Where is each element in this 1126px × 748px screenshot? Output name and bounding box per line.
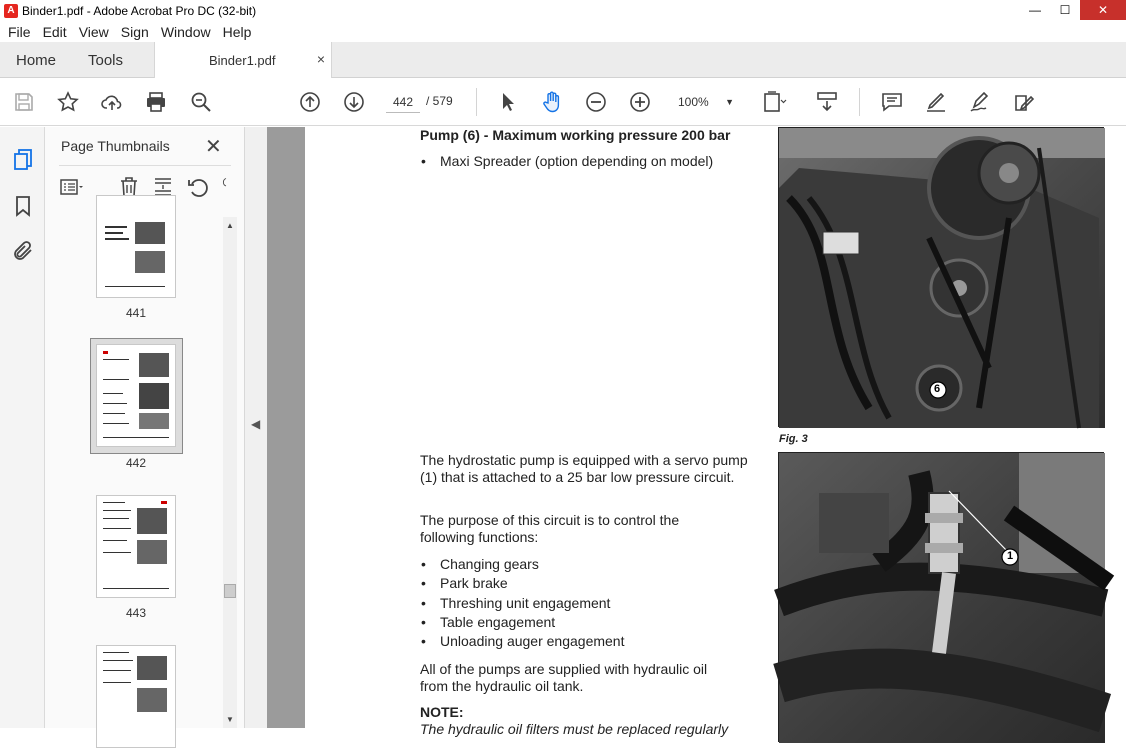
thumb-logo (161, 501, 167, 504)
select-cursor-icon[interactable] (496, 90, 520, 114)
menu-view[interactable]: View (78, 24, 109, 40)
maximize-button[interactable]: ☐ (1059, 3, 1071, 17)
thumb-text-line (103, 660, 133, 661)
zoom-out-icon[interactable] (584, 90, 608, 114)
thumb-text-line (103, 518, 129, 519)
page-fit-icon[interactable] (762, 90, 786, 114)
options-menu-icon[interactable] (59, 175, 83, 199)
thumb-photo (135, 222, 165, 244)
thumb-text-line (105, 232, 123, 234)
close-tab-icon[interactable]: × (316, 51, 325, 67)
section-heading: Pump (6) - Maximum working pressure 200 bar (420, 127, 731, 143)
acrobat-app-icon: A (4, 4, 18, 18)
thumb-text-line (103, 423, 129, 424)
figure-photo-servo-pump (778, 452, 1104, 742)
thumb-photo (135, 251, 165, 273)
previous-page-icon[interactable] (298, 90, 322, 114)
thumb-text-line (103, 540, 127, 541)
thumb-text-line (103, 403, 127, 404)
save-icon[interactable] (12, 90, 36, 114)
zoom-level: 100% (678, 95, 709, 109)
bullet-text: Maxi Spreader (option depending on model) (440, 153, 714, 169)
title-bar (0, 0, 1126, 22)
tab-document[interactable] (154, 42, 332, 78)
attachment-paperclip-icon[interactable] (11, 239, 35, 263)
scrollbar-thumb[interactable] (224, 584, 236, 598)
thumbnail-label: 443 (125, 606, 147, 620)
thumbnail-page-444[interactable] (96, 645, 176, 748)
menu-file[interactable]: File (8, 24, 31, 40)
bookmark-star-icon[interactable] (56, 90, 80, 114)
function-item: Park brake (440, 575, 508, 591)
collapse-arrow-icon[interactable]: ◀ (251, 417, 261, 431)
thumb-footer-line (105, 286, 165, 287)
thumb-text-line (105, 226, 127, 228)
figure-caption: Fig. 3 (779, 433, 808, 445)
rotate-cw-icon[interactable] (220, 175, 232, 199)
rotate-ccw-icon[interactable] (186, 175, 210, 199)
toolbar-divider (859, 88, 860, 116)
thumb-footer-line (103, 588, 169, 589)
thumbnails-panel (45, 127, 245, 728)
paragraph-servo-pump: The hydrostatic pump is equipped with a servo pump (1) that is attached to a 25 bar low pressure circuit. (420, 452, 748, 485)
tab-tools[interactable]: Tools (88, 52, 124, 69)
page-total: / 579 (426, 94, 453, 108)
close-panel-icon[interactable]: ✕ (205, 136, 222, 158)
panel-title: Page Thumbnails (61, 138, 170, 154)
bullet-marker: • (421, 614, 426, 630)
pdf-page (305, 127, 1126, 737)
thumb-photo (139, 353, 169, 377)
note-heading: NOTE: (420, 704, 464, 720)
panel-divider (59, 165, 231, 166)
thumb-logo (103, 351, 108, 354)
bullet-marker: • (421, 595, 426, 611)
page-thumbnails-icon[interactable] (11, 147, 35, 171)
comment-icon[interactable] (880, 90, 904, 114)
window-title: Binder1.pdf - Adobe Acrobat Pro DC (32-bit) (22, 4, 257, 18)
bullet-marker: • (421, 575, 426, 591)
thumbnail-list (45, 217, 245, 728)
thumbnail-scrollbar[interactable] (223, 217, 237, 728)
chevron-down-icon: ▼ (725, 97, 734, 107)
thumbnail-page-441[interactable] (96, 195, 176, 298)
upload-cloud-icon[interactable] (100, 90, 124, 114)
menu-bar (0, 22, 1126, 42)
edit-pdf-icon[interactable] (1012, 90, 1036, 114)
figure-photo-pump-6 (778, 127, 1104, 427)
callout-label: 6 (934, 383, 941, 395)
thumb-text-line (103, 552, 131, 553)
thumb-text-line (103, 502, 125, 503)
paragraph-purpose: The purpose of this circuit is to control the following functions: (420, 512, 680, 545)
menu-window[interactable]: Window (160, 24, 211, 40)
thumb-text-line (103, 528, 131, 529)
function-item: Changing gears (440, 556, 539, 572)
callout-label: 1 (1007, 550, 1014, 562)
thumb-photo (139, 413, 169, 429)
thumb-text-line (103, 359, 129, 360)
bookmark-icon[interactable] (11, 194, 35, 218)
thumbnail-label: 441 (125, 306, 147, 320)
thumbnail-page-443[interactable] (96, 495, 176, 598)
highlight-pen-icon[interactable] (924, 90, 948, 114)
document-viewport[interactable] (267, 127, 1126, 737)
function-item: Table engagement (440, 614, 556, 630)
thumb-text-line (103, 652, 129, 653)
thumb-photo (139, 383, 169, 409)
tab-home[interactable]: Home (16, 52, 57, 69)
thumb-photo (137, 688, 167, 712)
panel-collapse-handle[interactable] (245, 127, 267, 728)
bullet-marker: • (421, 556, 426, 572)
thumbnail-label: 442 (125, 456, 147, 470)
thumb-text-line (103, 670, 131, 671)
thumb-photo (137, 540, 167, 564)
zoom-in-icon[interactable] (628, 90, 652, 114)
page-number-input[interactable]: 442 (386, 91, 420, 113)
paragraph-oil-supply: All of the pumps are supplied with hydraulic oil from the hydraulic oil tank. (420, 661, 708, 694)
fill-sign-icon[interactable] (968, 90, 992, 114)
zoom-level-select[interactable] (668, 91, 740, 113)
thumb-text-line (103, 413, 125, 414)
hand-tool-icon[interactable] (540, 90, 564, 114)
toolbar (0, 78, 1126, 126)
thumb-photo (137, 656, 167, 680)
document-tab-label: Binder1.pdf (209, 53, 276, 68)
note-text: The hydraulic oil filters must be replaced regularly (420, 721, 729, 737)
scroll-down-icon[interactable]: ▼ (226, 715, 234, 724)
bullet-marker: • (421, 153, 426, 169)
function-item: Threshing unit engagement (440, 595, 611, 611)
function-item: Unloading auger engagement (440, 633, 625, 649)
bullet-marker: • (421, 633, 426, 649)
thumb-photo (137, 508, 167, 534)
thumb-footer-line (103, 437, 169, 438)
zoom-search-icon[interactable] (189, 90, 213, 114)
menu-help[interactable]: Help (222, 24, 252, 40)
thumb-text-line (103, 510, 131, 511)
next-page-icon[interactable] (342, 90, 366, 114)
menu-edit[interactable]: Edit (42, 24, 67, 40)
thumbnail-page-442[interactable] (96, 344, 176, 447)
minimize-button[interactable]: — (1029, 3, 1041, 17)
thumb-text-line (103, 682, 131, 683)
tab-bar (0, 42, 1126, 78)
menu-sign[interactable]: Sign (120, 24, 149, 40)
print-icon[interactable] (144, 90, 168, 114)
thumb-text-line (105, 238, 129, 240)
thumb-text-line (103, 379, 129, 380)
scroll-up-icon[interactable]: ▲ (226, 221, 234, 230)
left-rail (0, 127, 45, 728)
close-window-button[interactable]: ✕ (1080, 0, 1126, 20)
scroll-mode-icon[interactable] (815, 90, 839, 114)
toolbar-divider (476, 88, 477, 116)
thumb-text-line (103, 393, 123, 394)
